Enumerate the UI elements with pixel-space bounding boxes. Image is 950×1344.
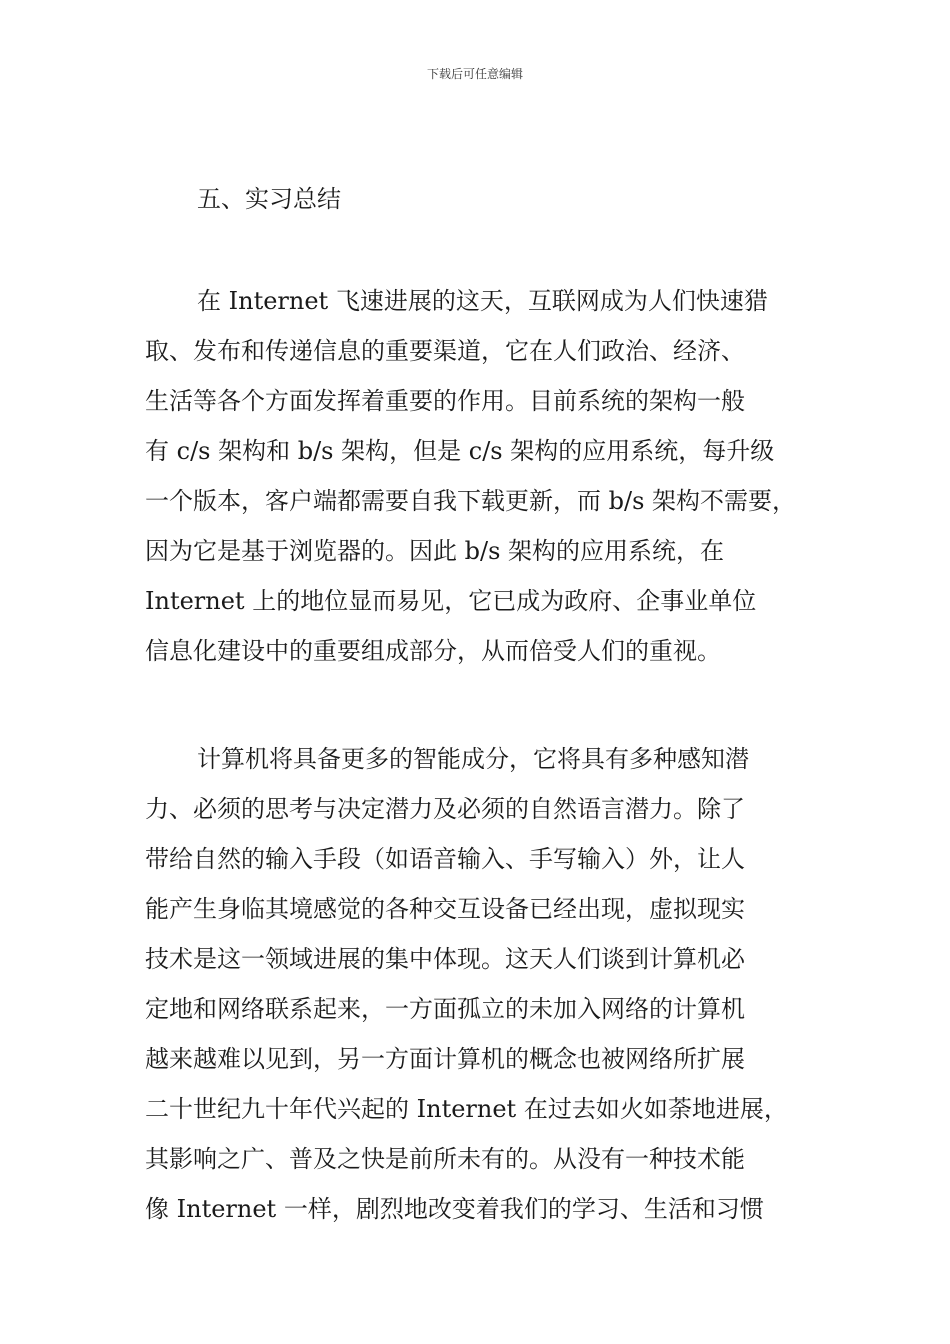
paragraph-line: 取、发布和传递信息的重要渠道，它在人们政治、经济、 <box>145 337 745 365</box>
paragraph-line: Internet 上的地位显而易见，它已成为政府、企事业单位 <box>145 587 757 615</box>
paragraph-line: 其影响之广、普及之快是前所未有的。从没有一种技术能 <box>145 1145 745 1173</box>
paragraph-line: 信息化建设中的重要组成部分，从而倍受人们的重视。 <box>145 637 721 665</box>
paragraph-line: 定地和网络联系起来，一方面孤立的未加入网络的计算机 <box>145 995 745 1023</box>
paragraph-computer <box>145 734 810 1234</box>
paragraph-line: 像 Internet 一样，剧烈地改变着我们的学习、生活和习惯 <box>145 1195 764 1223</box>
paragraph-line: 生活等各个方面发挥着重要的作用。目前系统的架构一般 <box>145 387 745 415</box>
document-body <box>145 178 810 1234</box>
paragraph-line: 二十世纪九十年代兴起的 Internet 在过去如火如荼地进展， <box>145 1095 788 1123</box>
paragraph-line: 力、必须的思考与决定潜力及必须的自然语言潜力。除了 <box>145 795 745 823</box>
paragraph-line: 有 c/s 架构和 b/s 架构，但是 c/s 架构的应用系统，每升级 <box>145 437 775 465</box>
section-heading: 五、实习总结 <box>197 185 341 213</box>
paragraph-line: 在 Internet 飞速进展的这天，互联网成为人们快速猎 <box>197 287 768 315</box>
page-header-note: 下载后可任意编辑 <box>426 67 523 81</box>
paragraph-line: 技术是这一领域进展的集中体现。这天人们谈到计算机必 <box>145 945 745 973</box>
paragraph-line: 带给自然的输入手段（如语音输入、手写输入）外，让人 <box>145 845 745 873</box>
paragraph-line: 能产生身临其境感觉的各种交互设备已经出现，虚拟现实 <box>145 895 745 923</box>
paragraph-line: 因为它是基于浏览器的。因此 b/s 架构的应用系统，在 <box>145 537 725 565</box>
paragraph-internet <box>145 276 810 676</box>
paragraph-line: 一个版本，客户端都需要自我下载更新，而 b/s 架构不需要， <box>145 487 797 515</box>
paragraph-line: 越来越难以见到，另一方面计算机的概念也被网络所扩展 <box>145 1045 745 1073</box>
paragraph-line: 计算机将具备更多的智能成分，它将具有多种感知潜 <box>197 745 749 773</box>
